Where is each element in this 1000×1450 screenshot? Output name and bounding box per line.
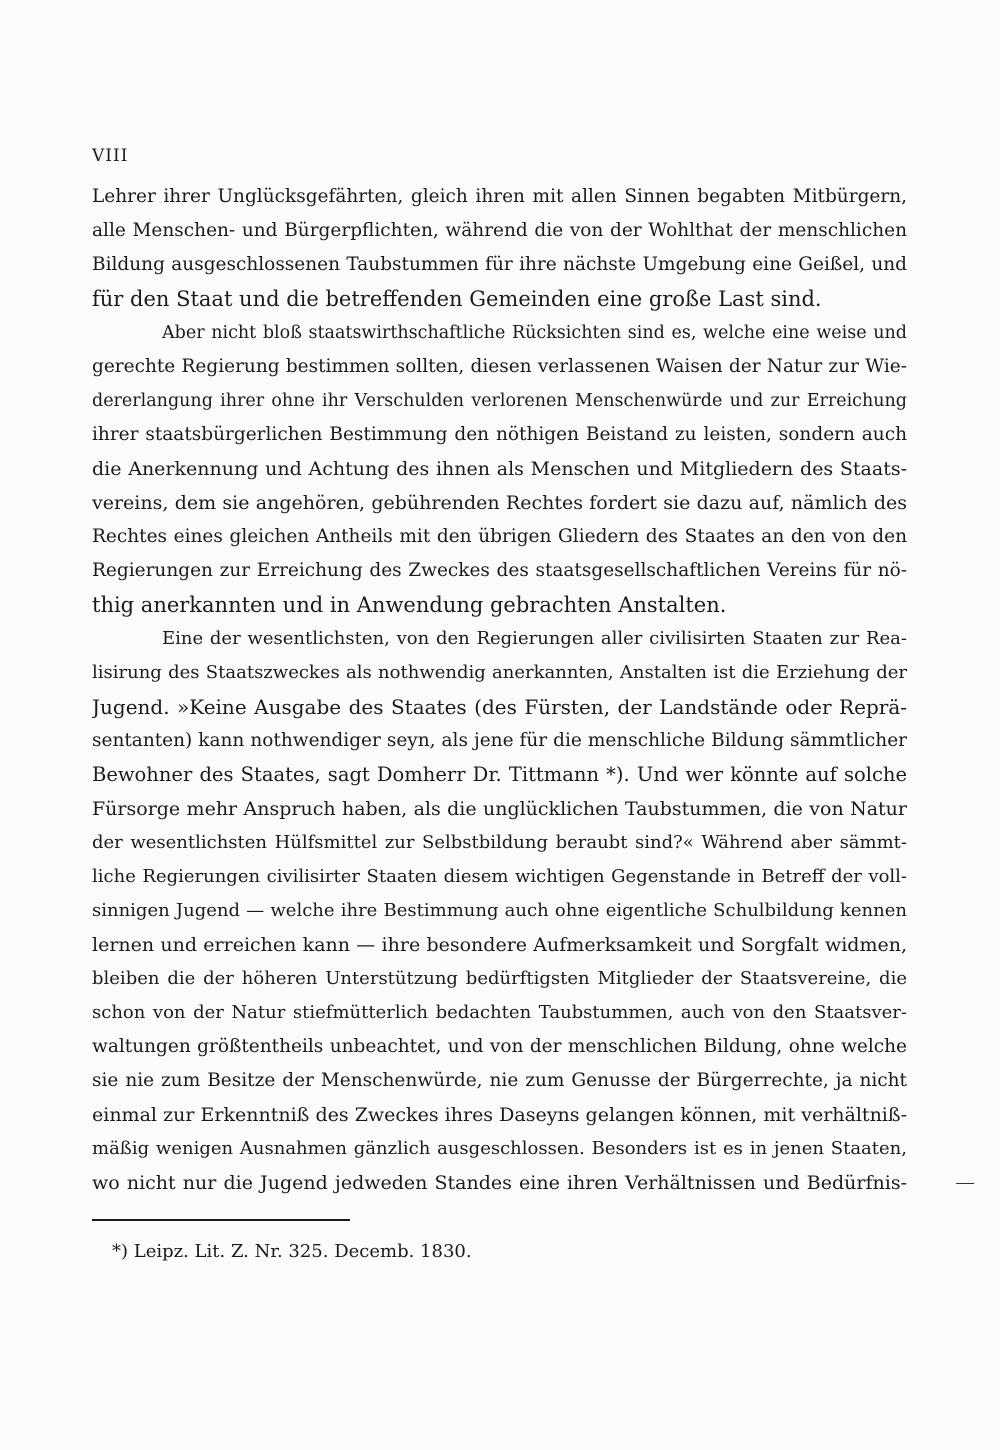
text-line: der wesentlichsten Hülfsmittel zur Selbstbildung beraubt sind?« Während aber sämmt- xyxy=(92,832,907,853)
text-line: sentanten) kann nothwendiger seyn, als jene für die menschliche Bildung sämmtlicher xyxy=(92,730,907,751)
text-line: Aber nicht bloß staatswirthschaftliche Rücksichten sind es, welche eine weise und xyxy=(162,323,907,343)
text-line: ihrer staatsbürgerlichen Bestimmung den nöthigen Beistand zu leisten, sondern auch xyxy=(92,424,907,445)
margin-mark xyxy=(956,1183,974,1184)
text-line: Bewohner des Staates, sagt Domherr Dr. Tittmann *). Und wer könnte auf solche xyxy=(92,763,907,786)
text-line: sinnigen Jugend — welche ihre Bestimmung auch ohne eigentliche Schulbildung kennen xyxy=(92,900,907,921)
text-line: vereins, dem sie angehören, gebührenden Rechtes fordert sie dazu auf, nämlich des xyxy=(92,492,907,514)
text-line: für den Staat und die betreffenden Gemeinden eine große Last sind. xyxy=(92,287,822,311)
text-line: die Anerkennung und Achtung des ihnen als Menschen und Mitgliedern des Staats- xyxy=(92,458,907,480)
text-line: wo nicht nur die Jugend jedweden Standes eine ihren Verhältnissen und Bedürfnis- xyxy=(92,1172,907,1194)
text-line: dererlangung ihrer ohne ihr Verschulden verlorenen Menschenwürde und zur Erreichung xyxy=(92,391,907,411)
text-line: thig anerkannten und in Anwendung gebrachten Anstalten. xyxy=(92,593,727,617)
text-line: sie nie zum Besitze der Menschenwürde, nie zum Genusse der Bürgerrechte, ja nicht xyxy=(92,1070,907,1091)
text-line: lernen und erreichen kann — ihre besondere Aufmerksamkeit und Sorgfalt widmen, xyxy=(92,934,907,956)
text-line: Rechtes eines gleichen Antheils mit den übrigen Gliedern des Staates an den von den xyxy=(92,526,907,547)
footnote: *) Leipz. Lit. Z. Nr. 325. Decemb. 1830. xyxy=(112,1241,472,1262)
text-line: waltungen größtentheils unbeachtet, und von der menschlichen Bildung, ohne welche xyxy=(92,1036,907,1057)
page-number: VIII xyxy=(92,146,129,166)
text-line: lisirung des Staatszweckes als nothwendig anerkannten, Anstalten ist die Erziehung der xyxy=(92,662,907,683)
text-line: schon von der Natur stiefmütterlich bedachten Taubstummen, auch von den Staatsver- xyxy=(92,1002,907,1023)
text-line: einmal zur Erkenntniß des Zweckes ihres Daseyns gelangen können, mit verhältniß- xyxy=(92,1104,907,1126)
footnote-rule xyxy=(92,1219,350,1221)
text-line: alle Menschen- und Bürgerpflichten, während die von der Wohlthat der menschlichen xyxy=(92,220,907,241)
text-line: gerechte Regierung bestimmen sollten, diesen verlassenen Waisen der Natur zur Wie- xyxy=(92,356,907,377)
text-line: Lehrer ihrer Unglücksgefährten, gleich ihren mit allen Sinnen begabten Mitbürgern, xyxy=(92,186,907,207)
text-line: Jugend. »Keine Ausgabe des Staates (des Fürsten, der Landstände oder Reprä- xyxy=(92,695,907,719)
text-line: mäßig wenigen Ausnahmen gänzlich ausgeschlossen. Besonders ist es in jenen Staaten, xyxy=(92,1138,907,1159)
text-line: bleiben die der höheren Unterstützung bedürftigsten Mitglieder der Staatsvereine, die xyxy=(92,968,907,989)
text-line: Fürsorge mehr Anspruch haben, als die unglücklichen Taubstummen, die von Natur xyxy=(92,798,907,820)
text-line: Eine der wesentlichsten, von den Regierungen aller civilisirten Staaten zur Rea- xyxy=(162,628,907,649)
text-line: liche Regierungen civilisirter Staaten diesem wichtigen Gegenstande in Betreff der voll- xyxy=(92,866,907,887)
text-line: Regierungen zur Erreichung des Zweckes des staatsgesellschaftlichen Vereins für nö- xyxy=(92,560,907,581)
text-line: Bildung ausgeschlossenen Taubstummen für ihre nächste Umgebung eine Geißel, und xyxy=(92,254,907,275)
